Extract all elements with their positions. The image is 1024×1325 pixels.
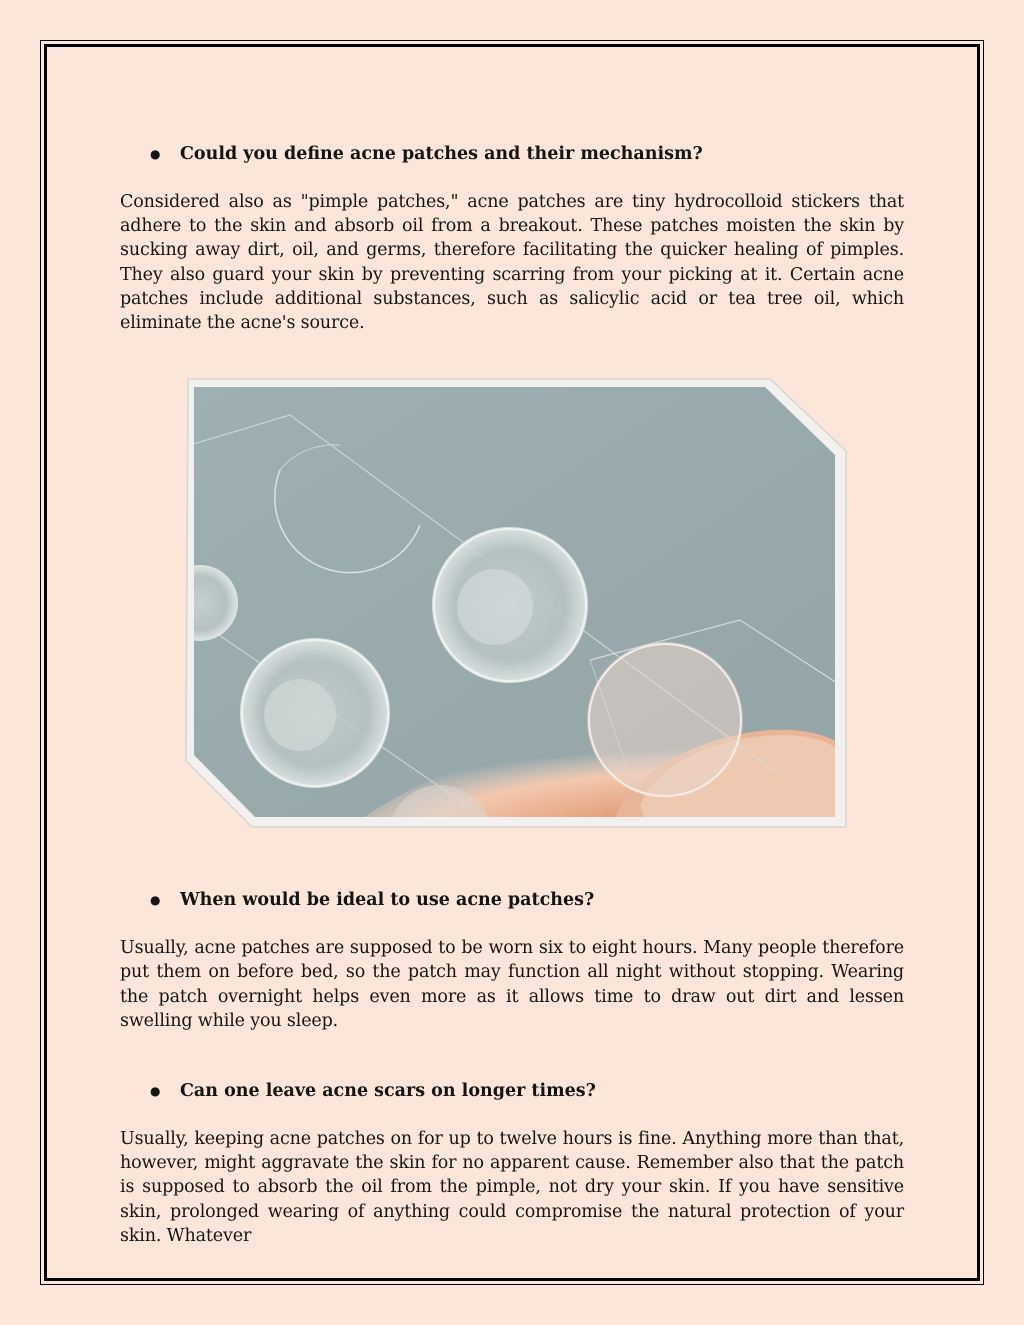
document-content [120, 140, 904, 1248]
section-heading-acne-patches-definition [120, 140, 904, 168]
bullet-icon: ● [150, 893, 161, 908]
acne-patches-image [180, 375, 850, 835]
heading-text: Could you define acne patches and their mechanism? [180, 144, 703, 164]
paragraph-definition: Considered also as "pimple patches," acne patches are tiny hydrocolloid stickers that adhere to the skin and absorb oil from a breakout. These patches moisten the skin by sucking away dirt, oil, and germs, therefore facilitating the quicker healing of pimples. They also guard your skin by preventing scarring from your picking at it. Certain acne patches include additional substances, such as salicylic acid or tea tree oil, which eliminate the acne's source. [120, 192, 904, 334]
acne-patches-photo [180, 375, 850, 835]
section-heading-when-to-use [120, 886, 904, 914]
bullet-icon: ● [150, 147, 161, 161]
heading-text: When would be ideal to use acne patches? [180, 890, 595, 911]
paragraph-when-to-use: Usually, acne patches are supposed to be worn six to eight hours. Many people therefore put them on before bed, so the patch may function all night without stopping. Wearing the patch overnight helps even more as it allows time to draw out dirt and lessen swelling while you sleep. [120, 938, 904, 1031]
bullet-icon: ● [150, 1084, 161, 1099]
section-heading-how-long [120, 1077, 904, 1105]
paragraph-how-long: Usually, keeping acne patches on for up to twelve hours is fine. Anything more than that, however, might aggravate the skin for no apparent cause. Remember also that the patch is supposed to absorb the oil from the pimple, not dry your skin. If you have sensitive skin, prolonged wearing of anything could compromise the natural protection of your skin. Whatever [120, 1129, 904, 1246]
heading-text: Can one leave acne scars on longer times? [180, 1081, 596, 1102]
